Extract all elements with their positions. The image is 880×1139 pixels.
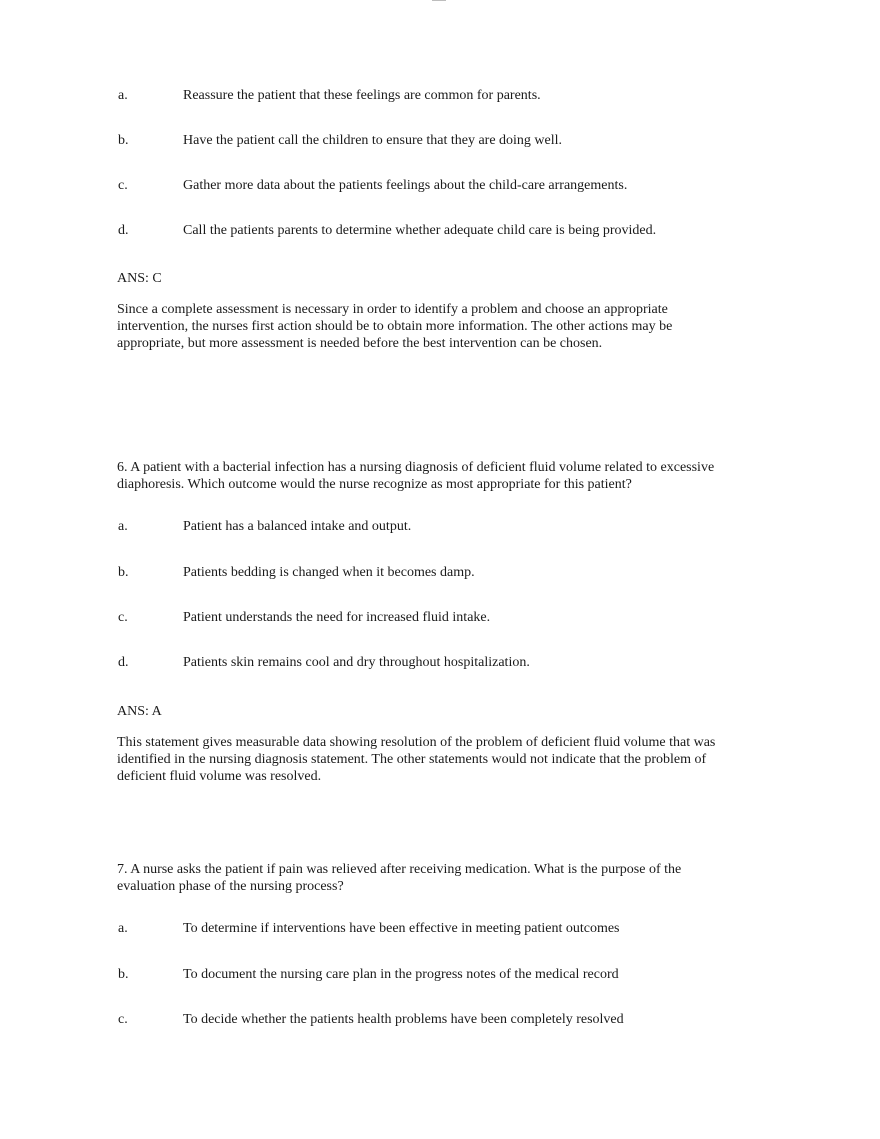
option-letter: b. (118, 967, 129, 982)
option-text: Patients skin remains cool and dry throughout hospitalization. (183, 655, 530, 670)
option-text: Gather more data about the patients feelings about the child-care arrangements. (183, 178, 628, 193)
q6-answer: ANS: A (117, 704, 162, 719)
rationale-line: identified in the nursing diagnosis statement. The other statements would not indicate that the problem of (117, 752, 707, 767)
q7-option-a (0, 920, 880, 938)
option-letter: a. (118, 921, 128, 936)
option-text: Patients bedding is changed when it becomes damp. (183, 565, 475, 580)
option-text: Patient has a balanced intake and output. (183, 519, 412, 534)
option-letter: c. (118, 610, 128, 625)
rationale-line: This statement gives measurable data showing resolution of the problem of deficient fluid volume that was (117, 735, 716, 750)
q5-rationale (117, 301, 757, 352)
option-letter: d. (118, 655, 129, 670)
q6-rationale (117, 734, 757, 785)
question-line: evaluation phase of the nursing process? (117, 879, 344, 894)
q5-answer: ANS: C (117, 271, 162, 286)
q7-option-b (0, 966, 880, 984)
option-letter: c. (118, 1012, 128, 1027)
option-text: Patient understands the need for increased fluid intake. (183, 610, 491, 625)
q5-option-a (0, 87, 880, 105)
rationale-line: appropriate, but more assessment is needed before the best intervention can be chosen. (117, 336, 603, 351)
question-line: 6. A patient with a bacterial infection has a nursing diagnosis of deficient fluid volume related to excessive (117, 460, 715, 475)
q6-option-a (0, 518, 880, 536)
rationale-line: intervention, the nurses first action should be to obtain more information. The other actions may be (117, 319, 673, 334)
q6-option-b (0, 564, 880, 582)
option-text: To decide whether the patients health problems have been completely resolved (183, 1012, 624, 1027)
option-letter: d. (118, 223, 129, 238)
option-letter: b. (118, 133, 129, 148)
q5-option-c (0, 177, 880, 195)
option-text: Have the patient call the children to ensure that they are doing well. (183, 133, 563, 148)
q6-option-d (0, 654, 880, 672)
option-text: To document the nursing care plan in the progress notes of the medical record (183, 967, 619, 982)
q7-option-c (0, 1011, 880, 1029)
option-text: To determine if interventions have been effective in meeting patient outcomes (183, 921, 620, 936)
question-line: diaphoresis. Which outcome would the nurse recognize as most appropriate for this patient? (117, 477, 632, 492)
rationale-line: Since a complete assessment is necessary in order to identify a problem and choose an appropriate (117, 302, 668, 317)
option-text: Call the patients parents to determine whether adequate child care is being provided. (183, 223, 657, 238)
q5-option-d (0, 222, 880, 240)
question-line: 7. A nurse asks the patient if pain was relieved after receiving medication. What is the purpose of the (117, 862, 682, 877)
rationale-line: deficient fluid volume was resolved. (117, 769, 322, 784)
option-letter: c. (118, 178, 128, 193)
option-letter: a. (118, 519, 128, 534)
q6-question-stem (117, 459, 757, 493)
option-letter: b. (118, 565, 129, 580)
q7-question-stem (117, 861, 757, 895)
option-text: Reassure the patient that these feelings are common for parents. (183, 88, 541, 103)
q6-option-c (0, 609, 880, 627)
q5-option-b (0, 132, 880, 150)
page-top-mark (432, 0, 446, 1)
option-letter: a. (118, 88, 128, 103)
